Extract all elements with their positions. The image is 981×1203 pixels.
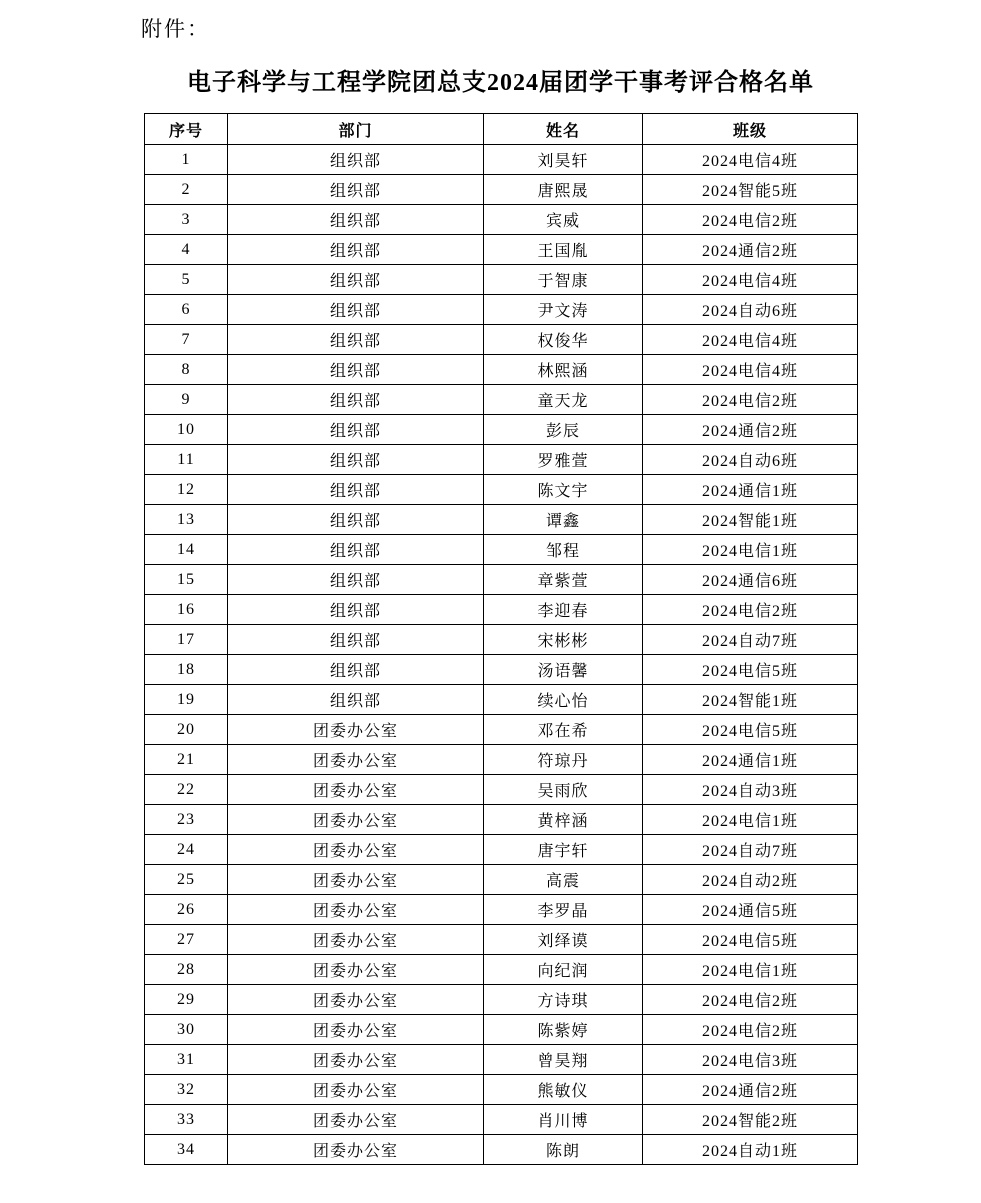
table-cell: 于智康 (484, 265, 643, 295)
table-cell: 肖川博 (484, 1105, 643, 1135)
table-row (145, 235, 858, 265)
table-cell: 2024智能2班 (643, 1105, 858, 1135)
table-cell: 组织部 (228, 205, 484, 235)
table-cell: 2024自动2班 (643, 865, 858, 895)
table-cell: 符琼丹 (484, 745, 643, 775)
roster-table-body (145, 145, 858, 1165)
table-cell: 组织部 (228, 175, 484, 205)
table-cell: 组织部 (228, 325, 484, 355)
table-cell: 高震 (484, 865, 643, 895)
table-cell: 彭辰 (484, 415, 643, 445)
table-cell: 李罗晶 (484, 895, 643, 925)
table-cell: 25 (145, 865, 228, 895)
table-cell: 2024通信1班 (643, 745, 858, 775)
table-cell: 2024通信1班 (643, 475, 858, 505)
table-cell: 31 (145, 1045, 228, 1075)
table-cell: 26 (145, 895, 228, 925)
table-cell: 2024电信1班 (643, 805, 858, 835)
table-cell: 15 (145, 565, 228, 595)
table-cell: 方诗琪 (484, 985, 643, 1015)
table-cell: 2024电信1班 (643, 955, 858, 985)
table-row (145, 655, 858, 685)
table-cell: 黄梓涵 (484, 805, 643, 835)
table-cell: 宋彬彬 (484, 625, 643, 655)
table-cell: 19 (145, 685, 228, 715)
column-header: 部门 (228, 114, 484, 145)
table-row (145, 355, 858, 385)
table-cell: 团委办公室 (228, 1045, 484, 1075)
table-row (145, 325, 858, 355)
roster-table (144, 113, 858, 1165)
table-cell: 向纪润 (484, 955, 643, 985)
table-row (145, 1075, 858, 1105)
table-row (145, 745, 858, 775)
table-row (145, 955, 858, 985)
table-cell: 2024电信2班 (643, 985, 858, 1015)
table-row (145, 295, 858, 325)
table-row (145, 415, 858, 445)
table-cell: 组织部 (228, 265, 484, 295)
table-cell: 邹程 (484, 535, 643, 565)
table-cell: 陈文宇 (484, 475, 643, 505)
table-cell: 组织部 (228, 565, 484, 595)
table-cell: 刘绎谟 (484, 925, 643, 955)
table-cell: 团委办公室 (228, 805, 484, 835)
table-cell: 34 (145, 1135, 228, 1165)
table-cell: 邓在希 (484, 715, 643, 745)
table-cell: 6 (145, 295, 228, 325)
table-row (145, 1015, 858, 1045)
table-cell: 汤语馨 (484, 655, 643, 685)
table-row (145, 505, 858, 535)
table-cell: 2024通信5班 (643, 895, 858, 925)
table-row (145, 895, 858, 925)
table-cell: 2024智能5班 (643, 175, 858, 205)
table-cell: 33 (145, 1105, 228, 1135)
table-cell: 组织部 (228, 235, 484, 265)
table-cell: 童天龙 (484, 385, 643, 415)
table-row (145, 775, 858, 805)
table-cell: 组织部 (228, 295, 484, 325)
table-cell: 22 (145, 775, 228, 805)
table-cell: 团委办公室 (228, 1105, 484, 1135)
table-cell: 组织部 (228, 685, 484, 715)
table-cell: 3 (145, 205, 228, 235)
table-cell: 7 (145, 325, 228, 355)
table-cell: 唐宇轩 (484, 835, 643, 865)
table-cell: 2024电信4班 (643, 265, 858, 295)
table-row (145, 715, 858, 745)
table-row (145, 985, 858, 1015)
table-cell: 14 (145, 535, 228, 565)
table-cell: 组织部 (228, 505, 484, 535)
table-cell: 吴雨欣 (484, 775, 643, 805)
table-cell: 2024智能1班 (643, 685, 858, 715)
table-row (145, 175, 858, 205)
table-cell: 1 (145, 145, 228, 175)
table-cell: 团委办公室 (228, 1015, 484, 1045)
table-cell: 团委办公室 (228, 865, 484, 895)
table-cell: 刘昊轩 (484, 145, 643, 175)
table-cell: 2024自动3班 (643, 775, 858, 805)
table-row (145, 475, 858, 505)
table-cell: 8 (145, 355, 228, 385)
table-cell: 2024智能1班 (643, 505, 858, 535)
table-cell: 罗雅萱 (484, 445, 643, 475)
table-cell: 16 (145, 595, 228, 625)
table-cell: 24 (145, 835, 228, 865)
table-cell: 12 (145, 475, 228, 505)
table-row (145, 1045, 858, 1075)
table-cell: 陈紫婷 (484, 1015, 643, 1045)
table-cell: 团委办公室 (228, 925, 484, 955)
table-cell: 唐熙晟 (484, 175, 643, 205)
table-row (145, 1135, 858, 1165)
table-cell: 团委办公室 (228, 715, 484, 745)
table-cell: 组织部 (228, 595, 484, 625)
table-row (145, 805, 858, 835)
table-cell: 组织部 (228, 355, 484, 385)
table-cell: 2024电信5班 (643, 715, 858, 745)
table-cell: 组织部 (228, 475, 484, 505)
table-cell: 续心怡 (484, 685, 643, 715)
column-header: 姓名 (484, 114, 643, 145)
table-cell: 2024自动6班 (643, 445, 858, 475)
table-cell: 2024电信4班 (643, 325, 858, 355)
table-cell: 11 (145, 445, 228, 475)
table-cell: 组织部 (228, 625, 484, 655)
table-cell: 宾威 (484, 205, 643, 235)
table-cell: 2024电信5班 (643, 655, 858, 685)
table-cell: 2024电信2班 (643, 1015, 858, 1045)
table-cell: 团委办公室 (228, 895, 484, 925)
table-cell: 团委办公室 (228, 745, 484, 775)
table-row (145, 835, 858, 865)
table-cell: 组织部 (228, 145, 484, 175)
table-cell: 谭鑫 (484, 505, 643, 535)
table-row (145, 1105, 858, 1135)
table-cell: 2024通信6班 (643, 565, 858, 595)
table-cell: 2024自动7班 (643, 625, 858, 655)
header-row (145, 114, 858, 145)
table-cell: 组织部 (228, 415, 484, 445)
table-row (145, 445, 858, 475)
table-cell: 权俊华 (484, 325, 643, 355)
table-cell: 10 (145, 415, 228, 445)
table-cell: 2024电信1班 (643, 535, 858, 565)
table-cell: 2024自动6班 (643, 295, 858, 325)
table-cell: 2024电信5班 (643, 925, 858, 955)
table-cell: 20 (145, 715, 228, 745)
table-row (145, 265, 858, 295)
table-cell: 李迎春 (484, 595, 643, 625)
table-cell: 5 (145, 265, 228, 295)
table-cell: 32 (145, 1075, 228, 1105)
table-cell: 9 (145, 385, 228, 415)
table-row (145, 385, 858, 415)
table-cell: 28 (145, 955, 228, 985)
table-cell: 4 (145, 235, 228, 265)
table-cell: 团委办公室 (228, 835, 484, 865)
table-cell: 23 (145, 805, 228, 835)
column-header: 班级 (643, 114, 858, 145)
table-cell: 2024电信4班 (643, 355, 858, 385)
column-header: 序号 (145, 114, 228, 145)
table-cell: 团委办公室 (228, 1075, 484, 1105)
table-cell: 团委办公室 (228, 985, 484, 1015)
table-row (145, 595, 858, 625)
table-row (145, 535, 858, 565)
table-cell: 2024电信2班 (643, 595, 858, 625)
table-cell: 30 (145, 1015, 228, 1045)
table-row (145, 625, 858, 655)
table-row (145, 865, 858, 895)
table-cell: 团委办公室 (228, 955, 484, 985)
attachment-label: 附件： (141, 17, 210, 41)
table-cell: 组织部 (228, 445, 484, 475)
table-cell: 2024通信2班 (643, 1075, 858, 1105)
table-cell: 2024电信4班 (643, 145, 858, 175)
table-cell: 熊敏仪 (484, 1075, 643, 1105)
table-cell: 王国胤 (484, 235, 643, 265)
table-cell: 2024自动7班 (643, 835, 858, 865)
table-cell: 2024电信3班 (643, 1045, 858, 1075)
table-row (145, 565, 858, 595)
table-cell: 2024电信2班 (643, 385, 858, 415)
table-row (145, 205, 858, 235)
roster-table-header (145, 114, 858, 145)
table-cell: 2024通信2班 (643, 235, 858, 265)
table-cell: 章紫萱 (484, 565, 643, 595)
table-cell: 林熙涵 (484, 355, 643, 385)
table-cell: 曾昊翔 (484, 1045, 643, 1075)
table-cell: 29 (145, 985, 228, 1015)
table-cell: 尹文涛 (484, 295, 643, 325)
table-cell: 2024通信2班 (643, 415, 858, 445)
table-cell: 组织部 (228, 535, 484, 565)
table-cell: 组织部 (228, 655, 484, 685)
table-cell: 团委办公室 (228, 1135, 484, 1165)
table-cell: 2024电信2班 (643, 205, 858, 235)
table-cell: 团委办公室 (228, 775, 484, 805)
table-cell: 21 (145, 745, 228, 775)
table-cell: 组织部 (228, 385, 484, 415)
table-row (145, 925, 858, 955)
page-title: 电子科学与工程学院团总支2024届团学干事考评合格名单 (187, 70, 814, 96)
table-cell: 陈朗 (484, 1135, 643, 1165)
table-cell: 18 (145, 655, 228, 685)
table-cell: 13 (145, 505, 228, 535)
table-cell: 27 (145, 925, 228, 955)
table-cell: 2 (145, 175, 228, 205)
table-cell: 2024自动1班 (643, 1135, 858, 1165)
table-row (145, 145, 858, 175)
table-cell: 17 (145, 625, 228, 655)
table-row (145, 685, 858, 715)
